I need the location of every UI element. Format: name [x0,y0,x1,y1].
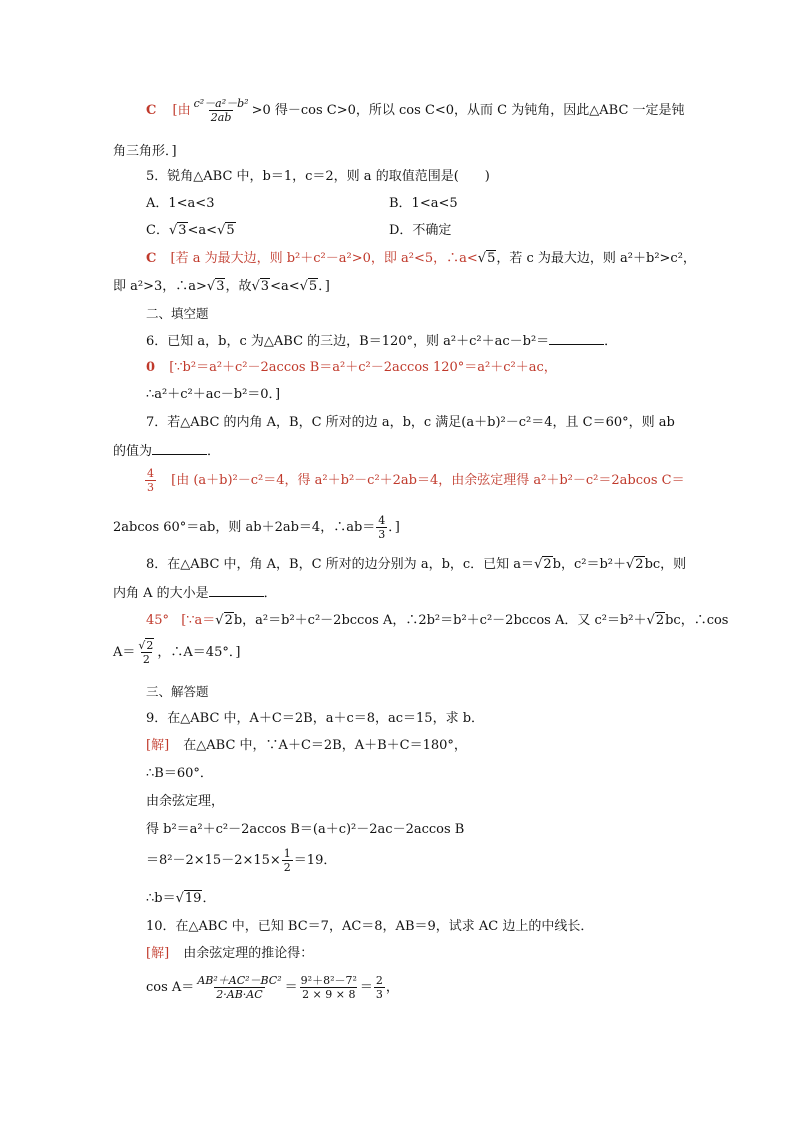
sqrt-symbol: √3 [206,279,225,294]
q5-answer-line-2: 即 a²>3，∴a>√3，故√3<a<√5．] [113,279,330,294]
q10-solution-line-1: [解] 由余弦定理的推论得： [146,946,314,961]
q6-stem: 6．已知 a，b，c 为△ABC 的三边，B＝120°，则 a²＋c²＋ac－b²＝ ． [146,334,618,349]
q8-answer-line-1: 45° [∵a＝√2b，a²＝b²＋c²－2bccos A，∴2b²＝b²＋c²－2bccos A．又 c²＝b²＋√2bc，∴cos [146,613,729,628]
answer-blank [549,334,604,345]
q7-answer-line-1: $\frac{4}{3}$ [由 (a＋b)²－c²＝4，得 a²＋b²－c²＋2ab＝4，由余弦定理得 a²＋b²－c²＝2abcos C＝ [147,467,685,494]
q10-stem: 10．在△ABC 中，已知 BC＝7，AC＝8，AB＝9，试求 AC 边上的中线长． [146,919,594,934]
section-heading-fill-blank: 二、填空题 [146,306,209,321]
q7-answer-line-2: 2abcos 60°＝ab，则 ab＋2ab＝4，∴ab＝ $\frac{4}{3}$ ．] [113,514,400,541]
sqrt-symbol: √5 [477,251,496,266]
q9-solution-line-2: ∴B＝60°． [146,766,213,781]
sqrt-symbol: √3 [168,223,187,238]
q4-answer-open: [由 [172,103,191,118]
section-heading-solve: 三、解答题 [146,684,209,699]
q6-answer-value: 0 [146,360,156,375]
q4-answer-text-1: >0 得－cos C>0，所以 cos C<0，从而 C 为钝角，因此△ABC 一定是钝 [251,103,685,118]
q5-option-b: B．1<a<5 [389,196,458,211]
q9-solution-line-3: 由余弦定理， [146,794,225,809]
sqrt-symbol: √2 [534,557,552,572]
q4-answer-line-1 [146,98,685,123]
q10-solution-line-2: cos A＝ $\frac{\text{AB²＋AC²－BC²}}{2\cdot AB\cdot AC}$ ＝ $\frac{\text{9²＋8²－7²}}{2 \times 9 \times 8}$ ＝ $\frac{2}{3}$ ， [146,974,399,1001]
q9-solution-line-1: [解] 在△ABC 中，∵A＋C＝2B，A＋B＋C＝180°， [146,738,467,753]
answer-blank [209,586,264,597]
q9-solution-line-5: ＝8²－2×15－2×15× $\frac{1}{2}$ ＝19． [146,847,337,874]
q4-answer-letter: C [146,103,157,118]
q5-option-a: A．1<a<3 [146,196,215,211]
sqrt-symbol: √2 [215,613,233,628]
q7-answer-fraction: $\frac{4}{3}$ [147,467,154,494]
q9-solution-line-4: 得 b²＝a²＋c²－2accos B＝(a＋c)²－2ac－2accos B [146,822,465,837]
sqrt-symbol: √19 [175,891,202,906]
q6-answer-line-1: 0 [∵b²＝a²＋c²－2accos B＝a²＋c²－2accos 120°＝a²＋c²＋ac， [146,360,557,375]
sqrt-symbol: √2 [626,557,644,572]
solution-tag: [解] [146,946,170,961]
solution-tag: [解] [146,738,170,753]
q4-answer-fraction: $\frac{\text{c²－a²－b²}}{2ab}$ [193,97,249,124]
q5-option-d: D．不确定 [389,223,452,238]
q5-answer-line-1: C [若 a 为最大边，则 b²＋c²－a²>0，即 a²<5，∴a<√5，若 c 为最大边，则 a²＋b²>c²， [146,251,696,266]
q8-answer-line-2: A＝ $\frac{√2}{2}$ ，∴A＝45°．] [113,639,241,666]
q9-stem: 9．在△ABC 中，A＋C＝2B，a＋c＝8，ac＝15，求 b． [146,711,485,726]
sqrt-symbol: √5 [299,279,318,294]
q6-answer-line-2: ∴a²＋c²＋ac－b²＝0．] [146,387,281,402]
q8-answer-value: 45° [146,613,170,628]
q8-stem-line-1: 8．在△ABC 中，角 A，B，C 所对的边分别为 a，b，c．已知 a＝√2b，c²＝b²＋√2bc，则 [146,557,687,572]
sqrt-symbol: √3 [251,279,270,294]
q5-option-c: C．√3<a<√5 [146,223,235,238]
q4-answer-line-2: 角三角形．] [113,144,177,159]
q9-solution-line-6: ∴b＝√19． [146,891,216,906]
sqrt-symbol: √5 [217,223,235,238]
sqrt-symbol: √2 [646,613,665,628]
q8-stem-line-2: 内角 A 的大小是 ． [113,586,277,601]
q7-stem-line-2: 的值为 ． [113,444,221,459]
q5-answer-letter: C [146,251,157,266]
q7-stem-line-1: 7．若△ABC 的内角 A，B，C 所对的边 a，b，c 满足(a＋b)²－c²＝4，且 C＝60°，则 ab [146,415,675,430]
answer-blank [152,444,207,455]
q5-stem: 5．锐角△ABC 中，b＝1，c＝2，则 a 的取值范围是( ) [146,169,490,184]
